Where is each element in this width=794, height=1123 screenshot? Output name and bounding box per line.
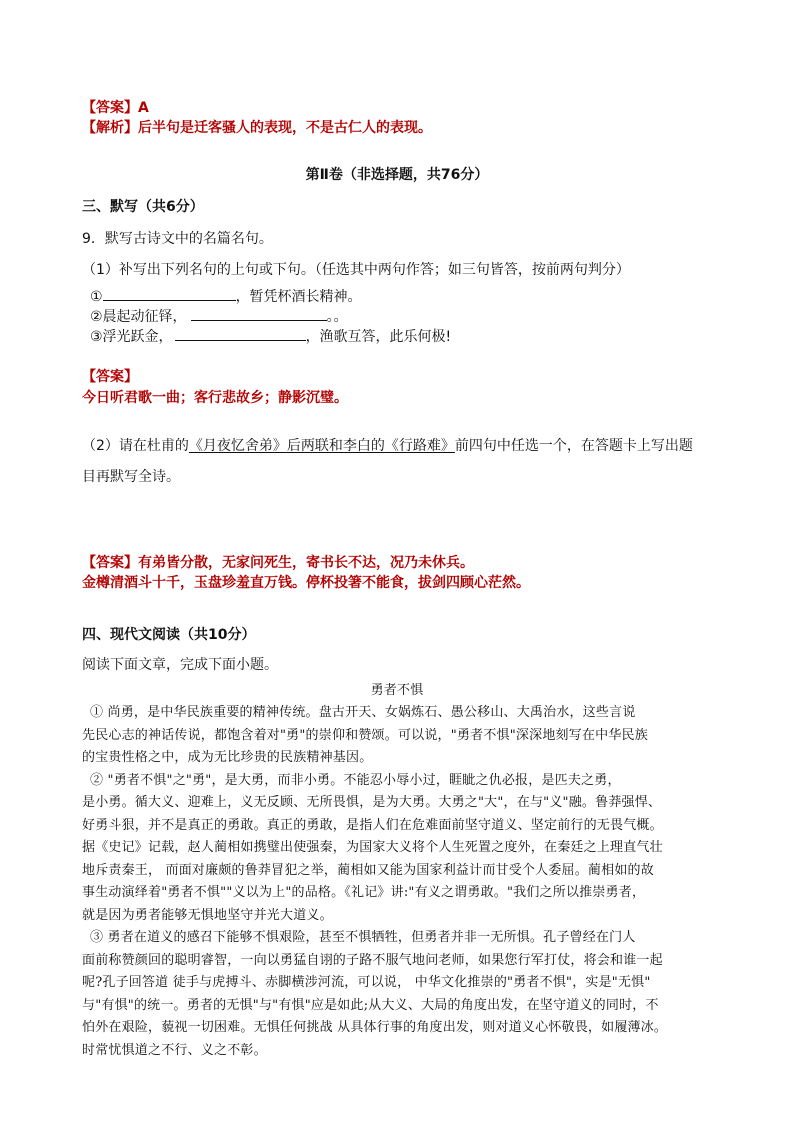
analysis-line xyxy=(82,118,432,138)
essay-line-7: 据《史记》记载，赵人蔺相如携璧出使强秦，为国家大义将个人生死置之度外，在秦廷之上理直气壮 xyxy=(82,840,663,855)
q9-sub2-text-b: 后两联和李白的 xyxy=(286,438,385,454)
analysis-text: 后半句是迁客骚人的表现，不是古仁人的表现。 xyxy=(138,120,432,136)
answer-text-q9-1: 今日听君歌一曲；客行悲故乡；静影沉璧。 xyxy=(82,390,348,406)
essay-line-2: 先民心志的神话传说，都饱含着对"勇"的崇仰和赞颂。可以说，"勇者不惧"深深地刻写在中华民族 xyxy=(82,727,648,743)
essay-line-3: 的宝贵性格之中，成为无比珍贵的民族精神基因。 xyxy=(82,750,373,765)
essay-title: 勇者不惧 xyxy=(370,683,424,698)
essay-line-5: 是小勇。循大义、迎难上，义无反顾、无所畏惧，是为大勇。大勇之"大"，在与"义"融。鲁莽强悍、 xyxy=(82,795,662,810)
item3-before: ③浮光跃金， xyxy=(90,329,173,345)
item2-before: ②晨起动征铎， xyxy=(90,309,187,325)
essay-line-16: 时常忧惧道之不行、义之不彰。 xyxy=(82,1042,267,1058)
fill-item-3 xyxy=(90,326,451,347)
essay-line-6: 好勇斗狠，并不是真正的勇敢。真正的勇敢，是指人们在危难面前坚守道义、坚定前行的无畏气概。 xyxy=(82,817,663,833)
item2-after: 。。 xyxy=(326,309,348,325)
q9-sub1: （1）补写出下列名句的上句或下句。（任选其中两句作答；如三句皆答，按前两句判分） xyxy=(82,262,630,278)
item1-number: ① xyxy=(90,289,103,305)
q9-sub2-text-a: （2）请在杜甫的 xyxy=(82,438,189,454)
answer-label: 【答案】 xyxy=(82,100,138,116)
item1-after: ，暂凭杯酒长精神。 xyxy=(235,289,362,305)
section4-heading: 四、现代文阅读（共10分） xyxy=(82,627,256,643)
answer-label-q9-2: 【答案】 xyxy=(82,555,138,571)
poem-title-2: 《行路难》 xyxy=(384,438,455,454)
poem-title-1: 《月夜忆舍弟》 xyxy=(188,438,287,454)
essay-line-12: 面前称赞颜回的聪明睿智，一向以勇猛自诩的子路不服气地问老师，如果您行军打仗，将会和谁一起 xyxy=(82,952,663,968)
section4-instruction: 阅读下面文章，完成下面小题。 xyxy=(82,657,278,673)
fill-item-1 xyxy=(90,286,362,307)
fill-item-2 xyxy=(90,306,348,327)
q9-sub2-line2: 目再默写全诗。 xyxy=(82,469,180,485)
answer-blank-2[interactable] xyxy=(191,306,327,321)
essay-line-8: 地斥责秦王， 而面对廉颇的鲁莽冒犯之举，蔺相如又能为国家利益计而甘受个人委屈。蔺相如的故 xyxy=(82,862,654,878)
essay-line-4: ② "勇者不惧"之"勇"，是大勇，而非小勇。不能忍小辱小过，睚眦之仇必报，是匹夫之勇， xyxy=(90,772,621,788)
answer-line-q9-2a xyxy=(82,553,474,573)
essay-line-10: 就是因为勇者能够无惧地坚守并光大道义。 xyxy=(82,907,333,923)
answer-label-q9-1: 【答案】 xyxy=(82,369,138,385)
q9-sub2-text-c: 前四句中任选一个，在答题卡上写出题 xyxy=(454,438,693,454)
answer-value: A xyxy=(138,100,149,116)
part2-title: 第Ⅱ卷（非选择题，共76分） xyxy=(305,167,489,183)
answer-blank-1[interactable] xyxy=(103,286,236,301)
essay-line-1: ① 尚勇，是中华民族重要的精神传统。盘古开天、女娲炼石、愚公移山、大禹治水，这些言说 xyxy=(90,705,636,720)
answer-blank-3[interactable] xyxy=(175,326,306,341)
essay-line-13: 呢?孔子回答道 徒手与虎搏斗、赤脚横涉河流，可以说， 中华文化推崇的"勇者不惧"，实是"无惧" xyxy=(82,975,651,990)
item3-after: ，渔歌互答，此乐何极! xyxy=(305,329,452,345)
answer-text-q9-2b: 金樽清酒斗十千，玉盘珍羞直万钱。停杯投箸不能食，拔剑四顾心茫然。 xyxy=(82,575,530,591)
q9-stem: 9．默写古诗文中的名篇名句。 xyxy=(82,231,273,247)
essay-line-14: 与"有惧"的统一。勇者的无惧"与"有惧"应是如此;从大义、大局的角度出发，在坚守道义的同时，不 xyxy=(82,997,659,1013)
section3-heading: 三、默写（共6分） xyxy=(82,199,204,215)
essay-line-11: ③ 勇者在道义的感召下能够不惧艰险，甚至不惧牺牲，但勇者并非一无所惧。孔子曾经在门人 xyxy=(90,930,636,945)
answer-line-1 xyxy=(82,98,149,118)
essay-line-15: 怕外在艰险，藐视一切困难。无惧任何挑战 从具体行事的角度出发，则对道义心怀敬畏，如履薄冰。 xyxy=(82,1020,668,1035)
analysis-label: 【解析】 xyxy=(82,120,138,136)
answer-text-q9-2a: 有弟皆分散，无家问死生，寄书长不达，况乃未休兵。 xyxy=(138,555,474,571)
essay-line-9: 事生动演绎着"勇者不惧""义以为上"的品格。《礼记》讲:"有义之谓勇敢。"我们之所以推崇勇者， xyxy=(82,885,646,900)
q9-sub2-line1 xyxy=(82,436,693,456)
